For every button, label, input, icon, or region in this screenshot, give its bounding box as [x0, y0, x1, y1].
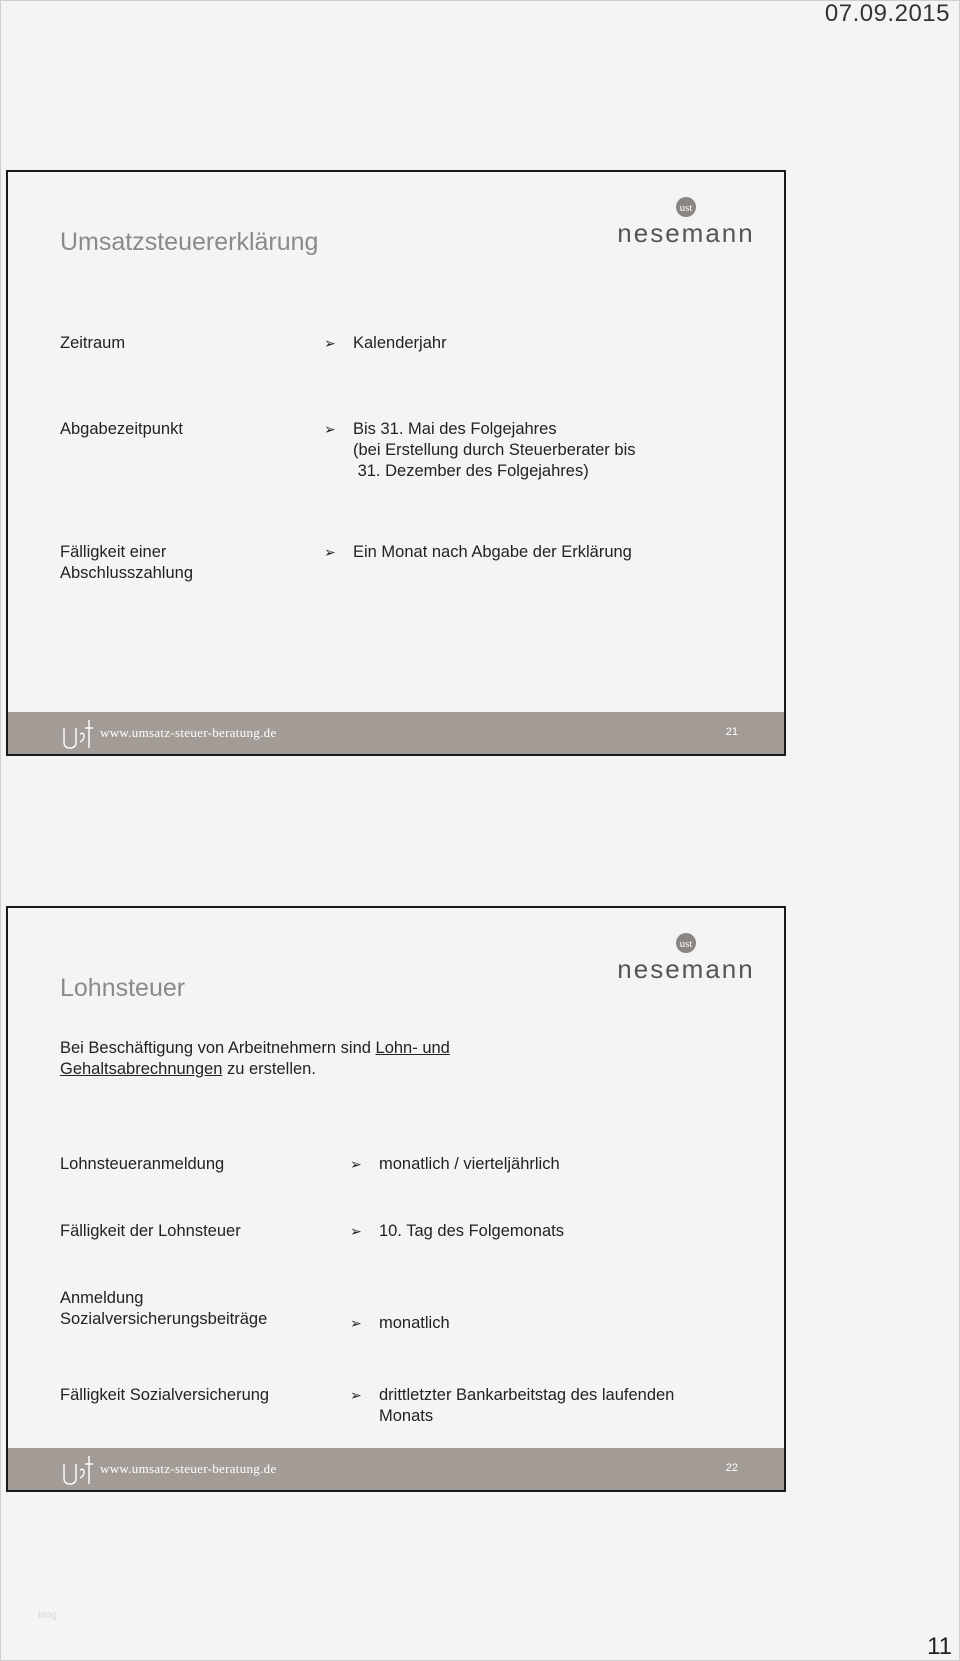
label-line: Fälligkeit einer — [60, 543, 167, 561]
row-value-faelligkeit-abschlusszahlung: Ein Monat nach Abgabe der Erklärung — [353, 543, 632, 561]
page-number: 11 — [927, 1633, 952, 1660]
page-date: 07.09.2015 — [824, 0, 950, 27]
arrow-bullet-icon: ➢ — [324, 335, 336, 351]
ust-monogram-icon — [58, 1450, 96, 1490]
value-line: Monats — [379, 1407, 434, 1425]
row-value-zeitraum: Kalenderjahr — [353, 334, 447, 352]
value-line: (bei Erstellung durch Steuerberater bis — [353, 441, 636, 459]
logo-wordmark: nesemann — [617, 218, 755, 248]
value-line: 31. Dezember des Folgejahres) — [353, 462, 589, 480]
row-label-faelligkeit-abschlusszahlung — [60, 542, 193, 584]
label-line: Sozialversicherungsbeiträge — [60, 1310, 268, 1328]
arrow-bullet-icon: ➢ — [350, 1387, 362, 1403]
row-value-anmeldung-sozialversicherung: monatlich — [379, 1314, 450, 1332]
row-value-faelligkeit-sozialversicherung — [379, 1385, 674, 1427]
row-label-anmeldung-sozialversicherung — [60, 1288, 267, 1330]
footer-url: www.umsatz-steuer-beratung.de — [100, 1461, 277, 1476]
logo-wordmark: nesemann — [617, 954, 755, 984]
slide-lohnsteuer — [6, 906, 786, 1492]
row-label-zeitraum: Zeitraum — [60, 334, 126, 352]
row-label-faelligkeit-lohnsteuer: Fälligkeit der Lohnsteuer — [60, 1222, 241, 1240]
slide-footer — [8, 712, 784, 754]
svg-text:ust: ust — [679, 202, 693, 214]
slide-footer — [8, 1448, 784, 1490]
nesemann-logo — [616, 932, 756, 984]
slide-number: 22 — [725, 1462, 738, 1474]
arrow-bullet-icon: ➢ — [350, 1156, 362, 1172]
arrow-bullet-icon: ➢ — [350, 1223, 362, 1239]
value-line: Bis 31. Mai des Folgejahres — [353, 420, 557, 438]
svg-text:ust: ust — [679, 938, 693, 950]
intro-text — [60, 1038, 620, 1080]
nesemann-logo — [616, 196, 756, 248]
intro-text-start: Bei Beschäftigung von Arbeitnehmern sind — [60, 1039, 376, 1057]
row-label-lohnsteueranmeldung: Lohnsteueranmeldung — [60, 1155, 225, 1173]
arrow-bullet-icon: ➢ — [350, 1315, 362, 1331]
slide-title: Lohnsteuer — [60, 974, 186, 1002]
label-line: Abschlusszahlung — [60, 564, 193, 582]
label-line: Anmeldung — [60, 1289, 144, 1307]
row-label-abgabezeitpunkt: Abgabezeitpunkt — [60, 420, 183, 438]
footer-url: www.umsatz-steuer-beratung.de — [100, 725, 277, 740]
row-value-abgabezeitpunkt — [353, 419, 635, 482]
intro-link-lohn[interactable]: Lohn- und — [375, 1039, 450, 1057]
arrow-bullet-icon: ➢ — [324, 421, 336, 437]
value-line: drittletzter Bankarbeitstag des laufenden — [379, 1386, 675, 1404]
ust-monogram-icon — [58, 714, 96, 754]
slide-title: Umsatzsteuererklärung — [60, 228, 319, 256]
slide-umsatzsteuererklaerung — [6, 170, 786, 756]
watermark: blog — [38, 1610, 57, 1621]
row-value-faelligkeit-lohnsteuer: 10. Tag des Folgemonats — [379, 1222, 564, 1240]
slide-number: 21 — [725, 726, 738, 738]
intro-text-end: zu erstellen. — [222, 1060, 316, 1078]
row-label-faelligkeit-sozialversicherung: Fälligkeit Sozialversicherung — [60, 1386, 270, 1404]
arrow-bullet-icon: ➢ — [324, 544, 336, 560]
row-value-lohnsteueranmeldung: monatlich / vierteljährlich — [379, 1155, 560, 1173]
intro-link-gehaltsabrechnungen[interactable]: Gehaltsabrechnungen — [60, 1060, 223, 1078]
